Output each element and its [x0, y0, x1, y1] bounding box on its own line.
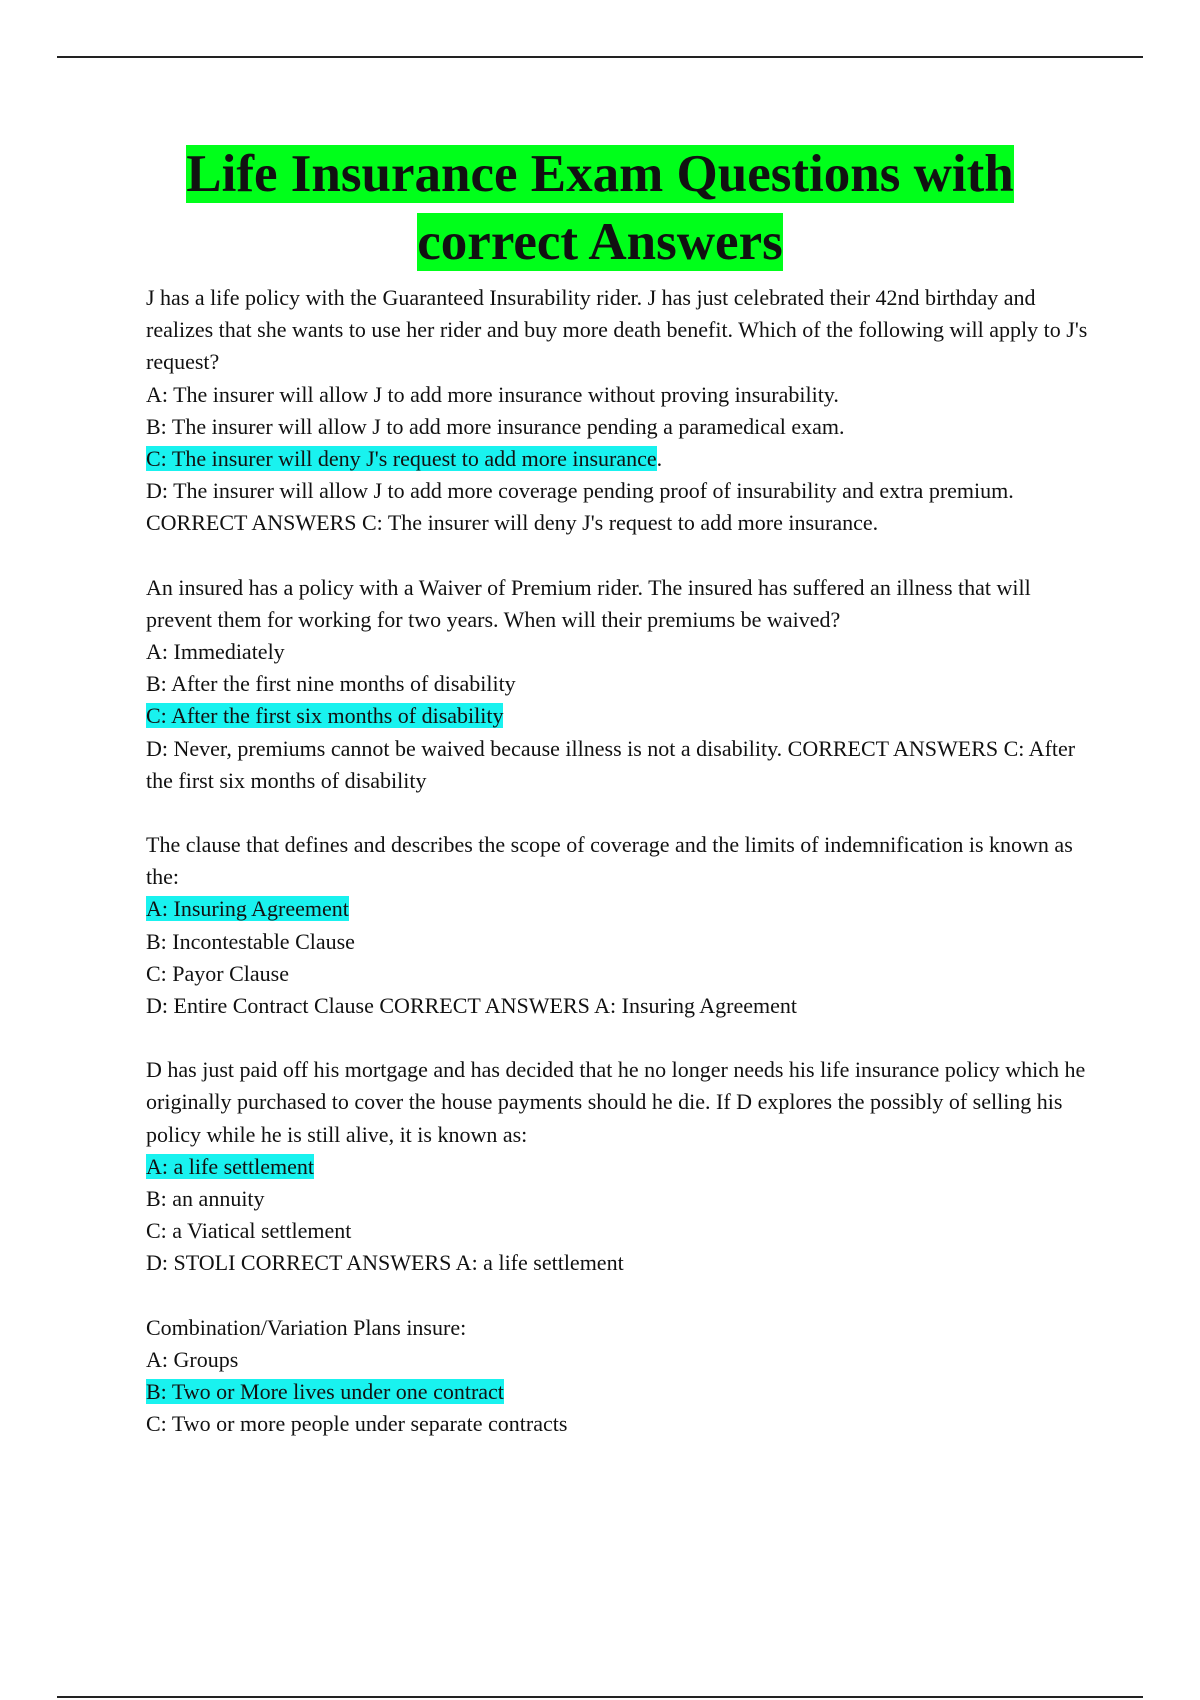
correct-option-highlight: B: Two or More lives under one contract: [146, 1379, 504, 1405]
option-c-tail: .: [656, 446, 663, 472]
top-rule: [57, 56, 1143, 58]
option-b: B: Incontestable Clause: [146, 928, 355, 954]
question-block-2: [146, 572, 1096, 797]
question-block-5: [146, 1312, 1096, 1441]
question-list: [146, 282, 1096, 1473]
option-d-with-answer: D: Never, premiums cannot be waived because illness is not a disability. CORRECT ANSWERS C: After the first six months of disability: [146, 735, 1076, 793]
option-a-line: [146, 1151, 1096, 1183]
bottom-rule: [57, 1696, 1143, 1698]
option-b: B: After the first nine months of disability: [146, 671, 516, 697]
option-b-line: [146, 1376, 1096, 1408]
question-prompt: D has just paid off his mortgage and has decided that he no longer needs his life insurance policy which he originally purchased to cover the house payments should he die. If D explores the possibly of selling his policy while he is still alive, it is known as:: [146, 1057, 1086, 1147]
question-block-3: [146, 829, 1096, 1022]
option-a: A: Groups: [146, 1346, 239, 1372]
page-title: [0, 140, 1200, 276]
option-d-with-answer: D: The insurer will allow J to add more coverage pending proof of insurability and extra premium. CORRECT ANSWERS C: The insurer will deny J's request to add more insurance.: [146, 478, 1014, 536]
title-line-1: Life Insurance Exam Questions with: [186, 145, 1014, 203]
option-b: B: an annuity: [146, 1186, 265, 1212]
question-prompt: Combination/Variation Plans insure:: [146, 1314, 467, 1340]
option-b: B: The insurer will allow J to add more insurance pending a paramedical exam.: [146, 413, 845, 439]
option-c-line: [146, 443, 1096, 475]
question-prompt: An insured has a policy with a Waiver of Premium rider. The insured has suffered an illness that will prevent them for working for two years. When will their premiums be waived?: [146, 574, 1031, 632]
correct-option-highlight: C: The insurer will deny J's request to add more insurance: [146, 446, 657, 472]
option-c: C: a Viatical settlement: [146, 1218, 352, 1244]
question-block-4: [146, 1054, 1096, 1279]
option-c: C: Two or more people under separate contracts: [146, 1411, 568, 1437]
option-a: A: Immediately: [146, 639, 285, 665]
question-prompt: The clause that defines and describes the scope of coverage and the limits of indemnification is known as the:: [146, 832, 1073, 890]
option-c: C: Payor Clause: [146, 960, 289, 986]
correct-option-highlight: A: a life settlement: [146, 1153, 314, 1179]
correct-option-highlight: A: Insuring Agreement: [146, 896, 349, 922]
option-a-line: [146, 893, 1096, 925]
option-d-with-answer: D: Entire Contract Clause CORRECT ANSWERS A: Insuring Agreement: [146, 993, 797, 1019]
option-a: A: The insurer will allow J to add more insurance without proving insurability.: [146, 381, 839, 407]
title-line-2: correct Answers: [417, 213, 783, 271]
option-d-with-answer: D: STOLI CORRECT ANSWERS A: a life settlement: [146, 1250, 624, 1276]
correct-option-highlight: C: After the first six months of disability: [146, 703, 504, 729]
question-block-1: [146, 282, 1096, 540]
question-prompt: J has a life policy with the Guaranteed Insurability rider. J has just celebrated their 42nd birthday and realizes that she wants to use her rider and buy more death benefit. Which of the following will apply to J's request?: [146, 285, 1088, 375]
option-c-line: [146, 700, 1096, 732]
